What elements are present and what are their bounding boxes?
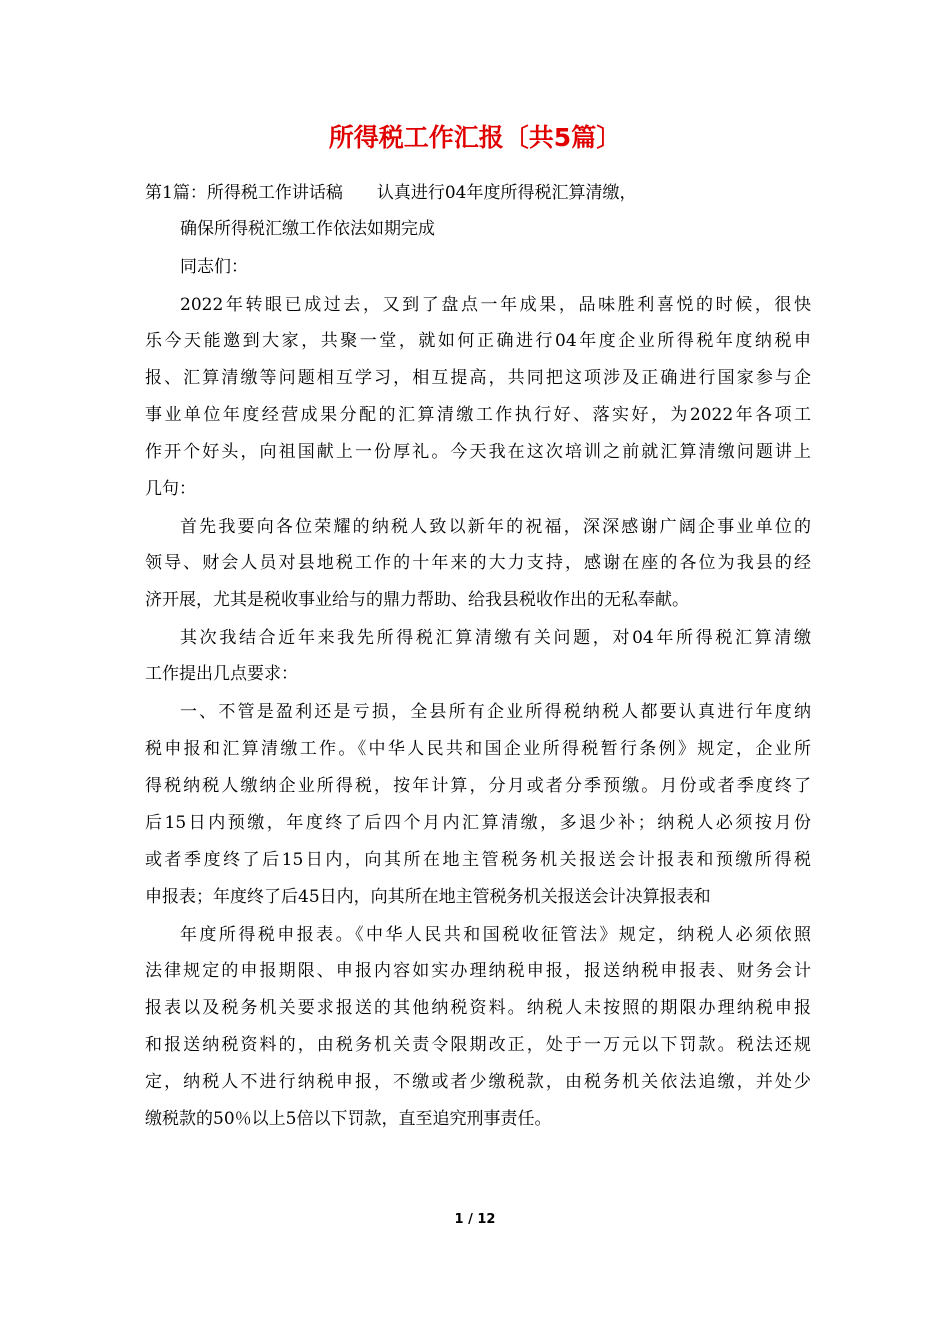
- body-line-26: 缴税款的50％以上5倍以下罚款，直至追究刑事责任。: [145, 1109, 552, 1129]
- body-line-12: 济开展，尤其是税收事业给与的鼎力帮助、给我县税收作出的无私奉献。: [145, 590, 689, 610]
- page-number: 1 / 12: [454, 1212, 496, 1227]
- body-line-11: 领导、财会人员对县地税工作的十年来的大力支持，感谢在座的各位为我县的经: [145, 553, 811, 573]
- body-line-2: 确保所得税汇缴工作依法如期完成: [180, 219, 435, 239]
- body-line-4: 2022年转眼已成过去，又到了盘点一年成果，品味胜利喜悦的时候，很快: [180, 295, 811, 315]
- body-line-25: 定，纳税人不进行纳税申报，不缴或者少缴税款，由税务机关依法追缴，并处少: [145, 1072, 811, 1092]
- body-line-24: 和报送纳税资料的，由税务机关责令限期改正，处于一万元以下罚款。税法还规: [145, 1035, 811, 1055]
- body-line-23: 报表以及税务机关要求报送的其他纳税资料。纳税人未按照的期限办理纳税申报: [145, 998, 811, 1018]
- body-line-21: 年度所得税申报表。《中华人民共和国税收征管法》规定，纳税人必须依照: [180, 925, 811, 945]
- body-line-7: 事业单位年度经营成果分配的汇算清缴工作执行好、落实好，为2022年各项工: [145, 405, 811, 425]
- body-line-15: 一、不管是盈利还是亏损，全县所有企业所得税纳税人都要认真进行年度纳: [180, 702, 811, 722]
- body-line-18: 后15日内预缴，年度终了后四个月内汇算清缴，多退少补；纳税人必须按月份: [145, 813, 811, 833]
- document-title: 所得税工作汇报〔共5篇〕: [328, 123, 622, 152]
- body-line-22: 法律规定的申报期限、申报内容如实办理纳税申报，报送纳税申报表、财务会计: [145, 961, 811, 981]
- body-line-10: 首先我要向各位荣耀的纳税人致以新年的祝福，深深感谢广阔企事业单位的: [180, 517, 811, 537]
- body-line-9: 几句：: [145, 479, 196, 499]
- body-line-19: 或者季度终了后15日内，向其所在地主管税务机关报送会计报表和预缴所得税: [145, 850, 811, 870]
- body-line-5: 乐今天能邀到大家，共聚一堂，就如何正确进行04年度企业所得税年度纳税申: [145, 331, 811, 351]
- body-line-8: 作开个好头，向祖国献上一份厚礼。今天我在这次培训之前就汇算清缴问题讲上: [145, 442, 811, 462]
- body-line-14: 工作提出几点要求：: [145, 664, 298, 684]
- body-line-20: 申报表；年度终了后45日内，向其所在地主管税务机关报送会计决算报表和: [145, 887, 711, 907]
- body-line-16: 税申报和汇算清缴工作。《中华人民共和国企业所得税暂行条例》规定，企业所: [145, 739, 811, 759]
- body-line-1: 第1篇：所得税工作讲话稿 认真进行04年度所得税汇算清缴，: [145, 183, 637, 203]
- body-line-6: 报、汇算清缴等问题相互学习，相互提高，共同把这项涉及正确进行国家参与企: [145, 368, 811, 388]
- body-line-13: 其次我结合近年来我先所得税汇算清缴有关问题，对04年所得税汇算清缴: [180, 628, 811, 648]
- body-line-3: 同志们：: [180, 257, 248, 277]
- body-line-17: 得税纳税人缴纳企业所得税，按年计算，分月或者分季预缴。月份或者季度终了: [145, 776, 811, 796]
